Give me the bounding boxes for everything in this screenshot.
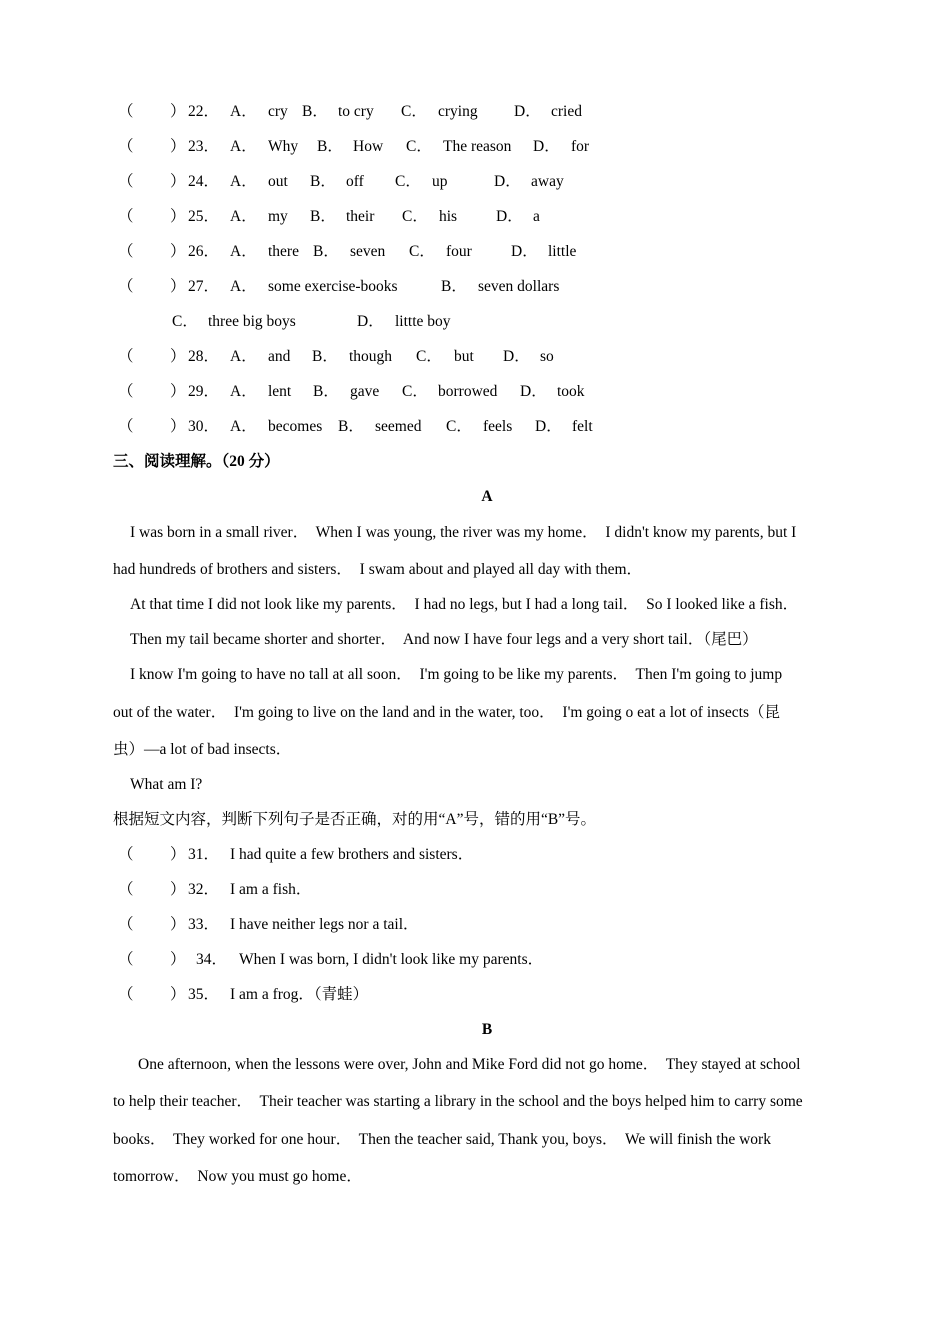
statement-text: I have neither legs nor a tail．	[230, 916, 419, 933]
option-a-text: Why	[268, 138, 299, 155]
option-b-text: their	[346, 208, 375, 225]
answer-bracket-close: ）	[170, 278, 186, 295]
option-c-text: The reason	[443, 138, 512, 155]
option-b-label: B．	[441, 278, 467, 295]
option-c-text: up	[432, 173, 448, 190]
passage-line: I was born in a small river． When I was young, the river was my home． I didn't know my parents, but I	[130, 524, 797, 541]
option-d-text: away	[531, 173, 564, 190]
statement-text: When I was born, I didn't look like my parents．	[239, 951, 544, 968]
option-a-label: A．	[230, 278, 257, 295]
option-d-text: took	[557, 383, 585, 400]
question-number: 26．	[188, 243, 220, 260]
answer-bracket-open: （	[118, 916, 134, 933]
question-number: 27．	[188, 278, 220, 295]
question-number: 30．	[188, 418, 220, 435]
option-a-text: my	[268, 208, 288, 225]
question-number: 33．	[188, 916, 220, 933]
answer-bracket-close: ）	[170, 986, 186, 1003]
option-d-label: D．	[496, 208, 523, 225]
option-c-text: borrowed	[438, 383, 498, 400]
answer-bracket-close: ）	[170, 173, 186, 190]
answer-bracket-open: （	[118, 243, 134, 260]
question-number: 25．	[188, 208, 220, 225]
passage-line: What am I?	[130, 776, 203, 793]
option-d-label: D．	[533, 138, 560, 155]
option-c-text: crying	[438, 103, 478, 120]
option-b-text: gave	[350, 383, 380, 400]
option-c-label: C．	[446, 418, 472, 435]
answer-bracket-close: ）	[170, 951, 186, 968]
question-number: 31．	[188, 846, 220, 863]
answer-bracket-open: （	[118, 846, 134, 863]
passage-a-title: A	[481, 488, 493, 505]
option-d-label: D．	[503, 348, 530, 365]
passage-line: Then my tail became shorter and shorter． And now I have four legs and a very short tail．（尾巴）	[130, 631, 758, 648]
option-b-label: B．	[313, 383, 339, 400]
question-number: 34．	[196, 951, 228, 968]
option-a-text: there	[268, 243, 299, 260]
option-b-text: though	[349, 348, 393, 365]
instruction-text: 根据短文内容，判断下列句子是否正确，对的用“A”号，错的用“B”号。	[113, 811, 597, 828]
option-c-label: C．	[416, 348, 442, 365]
option-a-label: A．	[230, 208, 257, 225]
option-d-label: D．	[520, 383, 547, 400]
option-a-label: A．	[230, 103, 257, 120]
option-a-label: A．	[230, 348, 257, 365]
option-c-text: his	[439, 208, 458, 225]
passage-line: books． They worked for one hour． Then the teacher said, Thank you, boys． We will finish the work	[113, 1131, 771, 1148]
statement-text: I had quite a few brothers and sisters．	[230, 846, 474, 863]
option-a-text: lent	[268, 383, 292, 400]
answer-bracket-open: （	[118, 383, 134, 400]
question-number: 29．	[188, 383, 220, 400]
option-a-label: A．	[230, 383, 257, 400]
answer-bracket-close: ）	[170, 138, 186, 155]
option-d-text: felt	[572, 418, 593, 435]
option-c-text: feels	[483, 418, 513, 435]
option-a-text: and	[268, 348, 291, 365]
answer-bracket-open: （	[118, 103, 134, 120]
answer-bracket-open: （	[118, 348, 134, 365]
answer-bracket-close: ）	[170, 348, 186, 365]
passage-line: had hundreds of brothers and sisters． I swam about and played all day with them．	[113, 561, 643, 578]
passage-b-title: B	[481, 1021, 493, 1038]
passage-line: I know I'm going to have no tall at all soon． I'm going to be like my parents． Then I'm going to jump	[130, 666, 783, 683]
option-d-text: cried	[551, 103, 582, 120]
option-b-text: seven dollars	[478, 278, 560, 295]
option-d-text: littte boy	[395, 313, 451, 330]
option-a-text: out	[268, 173, 288, 190]
option-c-label: C．	[401, 103, 427, 120]
option-d-label: D．	[511, 243, 538, 260]
option-d-label: D．	[357, 313, 384, 330]
answer-bracket-open: （	[118, 986, 134, 1003]
option-b-label: B．	[317, 138, 343, 155]
option-d-text: so	[540, 348, 554, 365]
option-c-label: C．	[172, 313, 198, 330]
answer-bracket-close: ）	[170, 846, 186, 863]
option-b-text: seemed	[375, 418, 422, 435]
question-number: 24．	[188, 173, 220, 190]
passage-line: One afternoon, when the lessons were over, John and Mike Ford did not go home． They stayed at school	[138, 1056, 801, 1073]
option-a-label: A．	[230, 138, 257, 155]
option-c-text: but	[454, 348, 474, 365]
option-c-label: C．	[409, 243, 435, 260]
option-d-label: D．	[494, 173, 521, 190]
option-c-label: C．	[402, 208, 428, 225]
answer-bracket-close: ）	[170, 208, 186, 225]
statement-text: I am a fish．	[230, 881, 312, 898]
option-d-label: D．	[535, 418, 562, 435]
statement-text: I am a frog．（青蛙）	[230, 986, 369, 1003]
option-b-label: B．	[302, 103, 328, 120]
option-c-text: four	[446, 243, 472, 260]
answer-bracket-close: ）	[170, 243, 186, 260]
answer-bracket-open: （	[118, 173, 134, 190]
answer-bracket-close: ）	[170, 103, 186, 120]
answer-bracket-open: （	[118, 951, 134, 968]
answer-bracket-open: （	[118, 138, 134, 155]
passage-line: At that time I did not look like my parents． I had no legs, but I had a long tail． So I looked like a fish．	[130, 596, 799, 613]
answer-bracket-open: （	[118, 881, 134, 898]
answer-bracket-close: ）	[170, 383, 186, 400]
section-heading: 三、阅读理解。（20 分）	[113, 453, 280, 470]
option-b-label: B．	[338, 418, 364, 435]
passage-line: out of the water． I'm going to live on the land and in the water, too． I'm going o eat a lot of insects（昆	[113, 704, 781, 721]
option-d-text: for	[571, 138, 590, 155]
question-number: 32．	[188, 881, 220, 898]
question-number: 23．	[188, 138, 220, 155]
option-c-label: C．	[406, 138, 432, 155]
answer-bracket-close: ）	[170, 881, 186, 898]
option-b-label: B．	[310, 173, 336, 190]
option-a-text: some exercise-books	[268, 278, 398, 295]
option-a-label: A．	[230, 243, 257, 260]
option-b-text: off	[346, 173, 364, 190]
question-number: 22．	[188, 103, 220, 120]
passage-line: 虫）—a lot of bad insects．	[113, 741, 292, 758]
option-a-text: cry	[268, 103, 288, 120]
option-d-label: D．	[514, 103, 541, 120]
passage-line: tomorrow． Now you must go home．	[113, 1168, 362, 1185]
option-a-text: becomes	[268, 418, 323, 435]
option-b-label: B．	[312, 348, 338, 365]
option-b-text: to cry	[338, 103, 374, 120]
option-b-text: seven	[350, 243, 386, 260]
option-a-label: A．	[230, 173, 257, 190]
answer-bracket-close: ）	[170, 418, 186, 435]
option-c-text: three big boys	[208, 313, 296, 330]
option-c-label: C．	[402, 383, 428, 400]
answer-bracket-open: （	[118, 278, 134, 295]
answer-bracket-open: （	[118, 418, 134, 435]
passage-line: to help their teacher． Their teacher was starting a library in the school and the boys helped him to carry some	[113, 1093, 803, 1110]
option-d-text: little	[548, 243, 577, 260]
option-b-label: B．	[313, 243, 339, 260]
question-number: 35．	[188, 986, 220, 1003]
option-b-text: How	[353, 138, 384, 155]
answer-bracket-open: （	[118, 208, 134, 225]
option-b-label: B．	[310, 208, 336, 225]
option-a-label: A．	[230, 418, 257, 435]
answer-bracket-close: ）	[170, 916, 186, 933]
option-d-text: a	[533, 208, 540, 225]
question-number: 28．	[188, 348, 220, 365]
option-c-label: C．	[395, 173, 421, 190]
